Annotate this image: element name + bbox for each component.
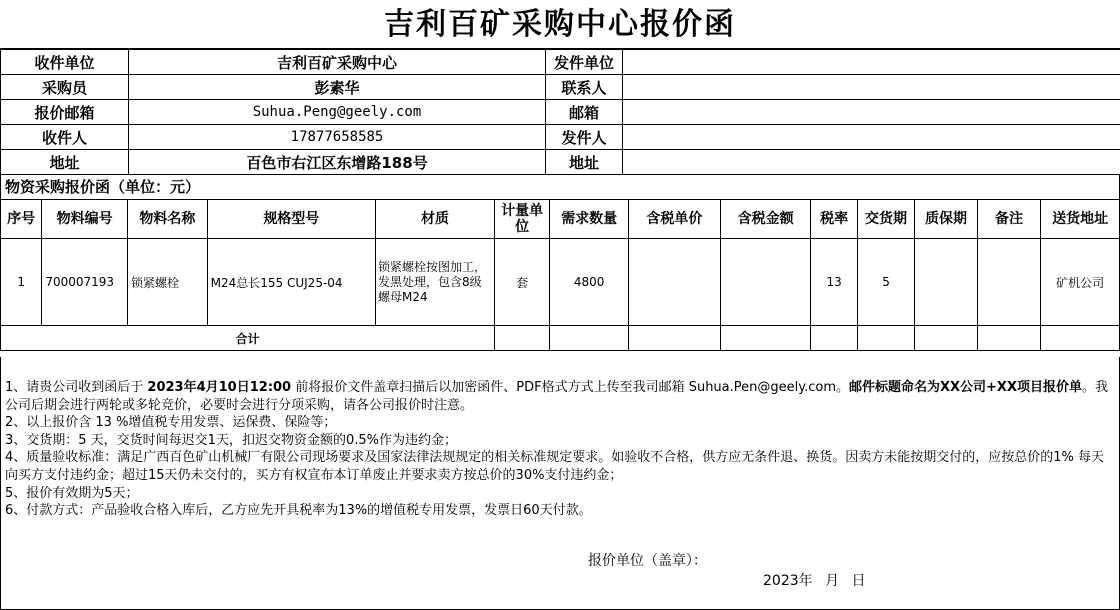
column-header: 含税单价 — [629, 200, 721, 239]
page-title: 吉利百矿采购中心报价函 — [0, 0, 1120, 49]
column-header: 材质 — [375, 200, 494, 239]
item-tax-rate: 13 — [811, 239, 857, 326]
header-row — [1, 100, 1120, 125]
total-cell — [1041, 326, 1120, 351]
column-header: 需求数量 — [550, 200, 629, 239]
header-row — [1, 125, 1120, 150]
column-header: 规格型号 — [207, 200, 375, 239]
header-value: 17877658585 — [129, 125, 546, 150]
header-label: 联系人 — [546, 75, 623, 100]
email-subject-rule: 邮件标题命名为XX公司+XX项目报价单 — [848, 380, 1082, 395]
item-unit: 套 — [494, 239, 549, 326]
total-cell — [494, 326, 549, 351]
note-4: 4、质量验收标准：满足广西百色矿山机械厂有限公司现场要求及国家法律法规规定的相关标准规定要求。如验收不合格，供方应无条件退、换货。因卖方未能按期交付的，应按总价的1% 每天向买方支付违约金；超过15天仍未交付的，买方有权宣布本订单废止并要求卖方按总价的30%支付违约金； — [5, 450, 1105, 483]
column-header: 质保期 — [915, 200, 978, 239]
item-remark[interactable] — [977, 239, 1041, 326]
header-info-table — [0, 49, 1120, 175]
header-row — [1, 50, 1120, 75]
item-delivery: 5 — [857, 239, 914, 326]
note-text: 前将报价文件盖章扫描后以加密函件、PDF格式方式上传至我司邮箱 Suhua.Pen@geely.com。 — [291, 380, 849, 395]
item-name: 锁紧螺栓 — [128, 239, 208, 326]
total-cell — [629, 326, 721, 351]
note-text: 。我公司后期会进行两轮或多轮竞价，必要时会进行分项采购，请各公司报价时注意。 — [5, 380, 1108, 413]
table-row — [1, 239, 1120, 326]
column-header-row — [1, 200, 1120, 239]
total-cell — [915, 326, 978, 351]
sign-unit: 报价单位（盖章）： — [588, 553, 707, 569]
header-value: 彭素华 — [129, 75, 546, 100]
item-amount[interactable] — [720, 239, 811, 326]
item-material: 锁紧螺栓按图加工，发黑处理，包含8级螺母M24 — [375, 239, 494, 326]
column-header: 送货地址 — [1041, 200, 1120, 239]
column-header: 备注 — [977, 200, 1041, 239]
column-header: 计量单位 — [494, 200, 549, 239]
header-label: 报价邮箱 — [1, 100, 129, 125]
items-table — [0, 199, 1120, 351]
header-value — [623, 100, 1120, 125]
note-3: 3、交货期：5 天，交货时间每迟交1天，扣迟交物资金额的0.5%作为违约金； — [5, 432, 457, 448]
column-header: 物料名称 — [128, 200, 208, 239]
note-2: 2、以上报价含 13 %增值税专用发票、运保费、保险等； — [5, 415, 337, 431]
total-cell — [550, 326, 629, 351]
column-header: 税率 — [811, 200, 857, 239]
total-cell — [720, 326, 811, 351]
header-label: 地址 — [546, 150, 623, 175]
item-unit-price[interactable] — [629, 239, 721, 326]
column-header: 含税金额 — [720, 200, 811, 239]
note-6: 6、付款方式：产品验收合格入库后，乙方应先开具税率为13%的增值税专用发票，发票日60天付款。 — [5, 503, 592, 519]
header-row — [1, 150, 1120, 175]
column-header: 交货期 — [857, 200, 914, 239]
item-no: 1 — [1, 239, 42, 326]
header-value: Suhua.Peng@geely.com — [129, 100, 546, 125]
note-1 — [5, 379, 1113, 414]
header-label: 发件单位 — [546, 50, 623, 75]
section-title: 物资采购报价函（单位：元） — [0, 175, 1120, 200]
total-row — [1, 326, 1120, 351]
header-label: 地址 — [1, 150, 129, 175]
header-label: 采购员 — [1, 75, 129, 100]
header-value — [623, 75, 1120, 100]
header-value — [623, 125, 1120, 150]
header-value: 百色市右江区东增路188号 — [129, 150, 546, 175]
item-spec: M24总长155 CUJ25-04 — [207, 239, 375, 326]
header-label: 邮箱 — [546, 100, 623, 125]
note-5: 5、报价有效期为5天； — [5, 485, 139, 501]
header-label: 收件单位 — [1, 50, 129, 75]
item-warranty[interactable] — [915, 239, 978, 326]
header-value: 吉利百矿采购中心 — [129, 50, 546, 75]
total-cell — [811, 326, 857, 351]
sign-date: 2023年 月 日 — [763, 573, 866, 589]
item-address: 矿机公司 — [1041, 239, 1120, 326]
header-value — [623, 50, 1120, 75]
header-row — [1, 75, 1120, 100]
item-qty: 4800 — [550, 239, 629, 326]
column-header: 物料编号 — [42, 200, 128, 239]
item-code: 700007193 — [42, 239, 128, 326]
terms-section — [0, 357, 1120, 610]
deadline: 2023年4月10日12:00 — [147, 380, 292, 395]
total-cell — [977, 326, 1041, 351]
note-text: 1、请贵公司收到函后于 — [5, 380, 148, 395]
total-label: 合计 — [1, 326, 495, 351]
column-header: 序号 — [1, 200, 42, 239]
header-label: 发件人 — [546, 125, 623, 150]
total-cell — [857, 326, 914, 351]
header-label: 收件人 — [1, 125, 129, 150]
header-value — [623, 150, 1120, 175]
